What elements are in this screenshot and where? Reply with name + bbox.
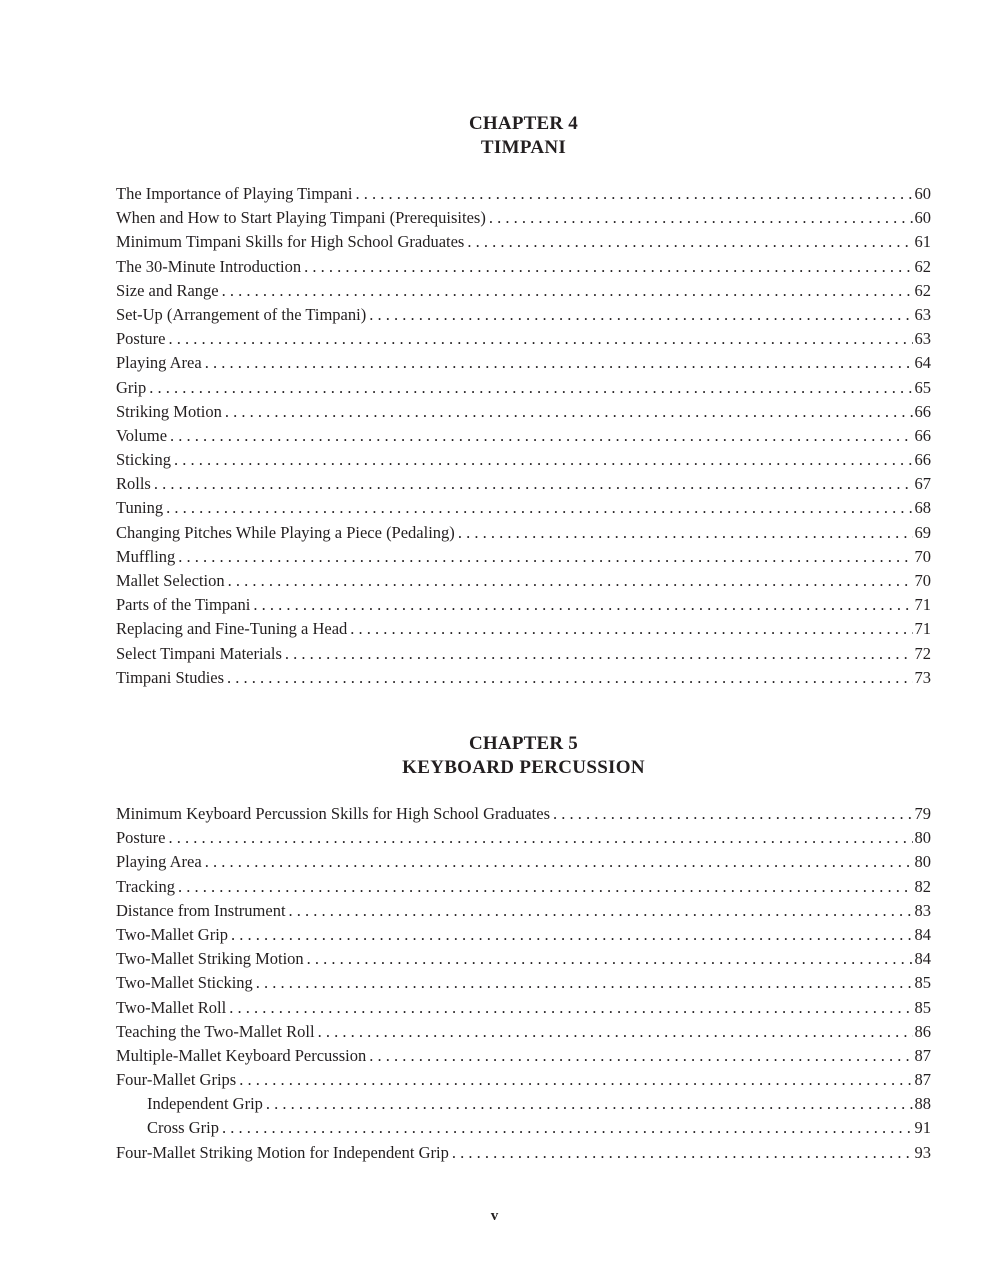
dot-leader [229, 996, 912, 1020]
toc-entry [116, 850, 931, 874]
toc-entry-title: Parts of the Timpani [116, 595, 251, 615]
toc-entry-title: Tuning [116, 498, 164, 518]
dot-leader [169, 327, 913, 351]
dot-leader [553, 802, 913, 826]
chapter-title: TIMPANI [480, 137, 567, 158]
toc-entry [116, 1044, 931, 1068]
toc-entry-title: The Importance of Playing Timpani [116, 184, 353, 203]
toc-entry [116, 1068, 931, 1092]
chapter-number: CHAPTER 5 [469, 733, 578, 754]
toc-entry [116, 826, 931, 850]
toc-entry-title: Two-Mallet Roll [116, 997, 227, 1017]
toc-entry [116, 351, 931, 375]
toc-entry-title: Posture [116, 329, 166, 349]
toc-entry-page: 85 [914, 997, 931, 1017]
toc-entry-page: 68 [914, 498, 931, 518]
dot-leader [205, 850, 913, 874]
dot-leader [285, 642, 913, 666]
toc-entry-page: 62 [914, 256, 931, 276]
toc-entry [116, 230, 931, 254]
toc-entry-page: 71 [914, 595, 931, 615]
toc-entry [116, 1116, 931, 1140]
dot-leader [489, 206, 913, 230]
dot-leader [222, 279, 913, 303]
toc-entry [116, 666, 931, 690]
toc-entry [116, 1092, 931, 1116]
dot-leader [452, 1141, 913, 1165]
toc-entry-page: 80 [914, 828, 931, 848]
chapter-title: KEYBOARD PERCUSSION [402, 757, 645, 778]
dot-leader [166, 496, 912, 520]
toc-entry-page: 63 [914, 329, 931, 349]
toc-entry-page: 86 [914, 1021, 931, 1041]
toc-entry-page: 61 [914, 232, 931, 252]
toc-entry [116, 642, 931, 666]
toc-entry [116, 255, 931, 279]
toc-entry-page: 69 [914, 522, 931, 542]
dot-leader [222, 1116, 913, 1140]
toc-entry [116, 971, 931, 995]
toc-entry [116, 400, 931, 424]
toc-entry [116, 206, 931, 230]
toc-entry-page: 88 [914, 1094, 931, 1114]
toc-entry-page: 72 [914, 643, 931, 663]
dot-leader [289, 899, 913, 923]
page-number: v [490, 1208, 499, 1224]
toc-entry-title: Tracking [116, 876, 175, 896]
toc-entry [116, 593, 931, 617]
toc-entry-title: Sticking [116, 450, 172, 470]
toc-entry [116, 1141, 931, 1165]
chapter-heading [116, 112, 931, 160]
dot-leader [355, 182, 912, 206]
toc-entry-page: 85 [914, 973, 931, 993]
toc-entry-page: 82 [914, 876, 931, 896]
toc-entry-page: 71 [914, 619, 931, 639]
toc-entry-page: 83 [914, 900, 931, 920]
dot-leader [256, 971, 913, 995]
toc-entry [116, 569, 931, 593]
dot-leader [266, 1092, 913, 1116]
toc-entry-title: Distance from Instrument [116, 900, 286, 920]
toc-entry-title: Set-Up (Arrangement of the Timpani) [116, 304, 367, 324]
dot-leader [205, 351, 913, 375]
dot-leader [228, 569, 913, 593]
dot-leader [225, 400, 913, 424]
dot-leader [178, 545, 912, 569]
toc-entry [116, 327, 931, 351]
toc-entry [116, 424, 931, 448]
toc-entry-title: Timpani Studies [116, 667, 225, 687]
toc-entry [116, 1020, 931, 1044]
toc-entry-page: 60 [914, 184, 931, 203]
toc-entry [116, 448, 931, 472]
toc-entry-page: 64 [914, 353, 931, 373]
toc-entry [116, 303, 931, 327]
toc-entry [116, 182, 931, 206]
toc-entry-page: 87 [914, 1070, 931, 1090]
toc-entry-title: Rolls [116, 474, 151, 494]
toc-entry-title: Size and Range [116, 280, 219, 300]
chapter-number: CHAPTER 4 [469, 113, 578, 134]
dot-leader [369, 303, 912, 327]
toc-entry-title: Cross Grip [147, 1118, 219, 1138]
toc-entry-page: 67 [914, 474, 931, 494]
dot-leader [170, 424, 912, 448]
toc-entry [116, 545, 931, 569]
chapter-5-section [116, 732, 931, 1165]
toc-entry-page: 66 [914, 425, 931, 445]
dot-leader [253, 593, 912, 617]
toc-entry-title: Two-Mallet Grip [116, 924, 229, 944]
dot-leader [174, 448, 912, 472]
toc-entry-page: 84 [914, 949, 931, 969]
toc-entry-page: 65 [914, 377, 931, 397]
toc-entry-title: Replacing and Fine-Tuning a Head [116, 619, 348, 639]
toc-entry-title: Posture [116, 828, 166, 848]
toc-entry-title: Striking Motion [116, 401, 222, 421]
dot-leader [227, 666, 912, 690]
toc-entry-page: 84 [914, 924, 931, 944]
toc-entry [116, 996, 931, 1020]
toc-entry [116, 947, 931, 971]
toc-entry-title: Select Timpani Materials [116, 643, 282, 663]
toc-entry-page: 70 [914, 571, 931, 590]
dot-leader [467, 230, 912, 254]
dot-leader [350, 617, 912, 641]
toc-entry [116, 875, 931, 899]
toc-entry-page: 70 [914, 546, 931, 566]
toc-entry-page: 80 [914, 852, 931, 872]
toc-entry-page: 62 [914, 280, 931, 300]
toc-entry-page: 93 [914, 1142, 931, 1162]
toc-entry-title: Grip [116, 377, 147, 397]
toc-entry-title: Teaching the Two-Mallet Roll [116, 1021, 315, 1041]
chapter-heading [116, 732, 931, 780]
toc-entry [116, 279, 931, 303]
toc-entry [116, 376, 931, 400]
toc-entry-page: 87 [914, 1045, 931, 1065]
toc-list [116, 182, 931, 690]
toc-entry [116, 496, 931, 520]
dot-leader [178, 875, 913, 899]
dot-leader [307, 947, 913, 971]
toc-entry-page: 73 [914, 667, 931, 687]
dot-leader [231, 923, 912, 947]
toc-entry-page: 63 [914, 304, 931, 324]
dot-leader [304, 255, 912, 279]
toc-entry [116, 521, 931, 545]
toc-entry-page: 66 [914, 401, 931, 421]
toc-entry-title: Volume [116, 425, 168, 445]
toc-entry-title: Playing Area [116, 353, 202, 373]
dot-leader [154, 472, 913, 496]
toc-entry [116, 923, 931, 947]
dot-leader [318, 1020, 913, 1044]
dot-leader [369, 1044, 912, 1068]
toc-entry-title: Muffling [116, 546, 176, 566]
toc-entry-title: Two-Mallet Striking Motion [116, 949, 304, 969]
toc-entry-title: Minimum Timpani Skills for High School Graduates [116, 232, 465, 252]
toc-entry-title: Mallet Selection [116, 571, 225, 590]
toc-entry-title: When and How to Start Playing Timpani (Prerequisites) [116, 208, 486, 228]
toc-entry-page: 66 [914, 450, 931, 470]
toc-entry-title: Two-Mallet Sticking [116, 973, 253, 993]
toc-entry-title: Four-Mallet Striking Motion for Independent Grip [116, 1142, 449, 1162]
toc-entry-page: 91 [914, 1118, 931, 1138]
toc-entry-title: Changing Pitches While Playing a Piece (Pedaling) [116, 522, 455, 542]
toc-entry [116, 617, 931, 641]
dot-leader [169, 826, 913, 850]
toc-entry-title: Multiple-Mallet Keyboard Percussion [116, 1045, 367, 1065]
toc-entry-title: Minimum Keyboard Percussion Skills for High School Graduates [116, 804, 550, 823]
toc-entry-title: The 30-Minute Introduction [116, 256, 302, 276]
toc-entry-page: 60 [914, 208, 931, 228]
toc-entry [116, 899, 931, 923]
toc-entry-title: Playing Area [116, 852, 202, 872]
dot-leader [239, 1068, 912, 1092]
toc-entry-title: Four-Mallet Grips [116, 1070, 237, 1090]
toc-entry-page: 79 [914, 804, 931, 823]
chapter-4-section [116, 112, 931, 690]
toc-entry [116, 472, 931, 496]
dot-leader [149, 376, 912, 400]
toc-list [116, 802, 931, 1165]
toc-entry [116, 802, 931, 826]
dot-leader [458, 521, 913, 545]
toc-entry-title: Independent Grip [147, 1094, 263, 1114]
